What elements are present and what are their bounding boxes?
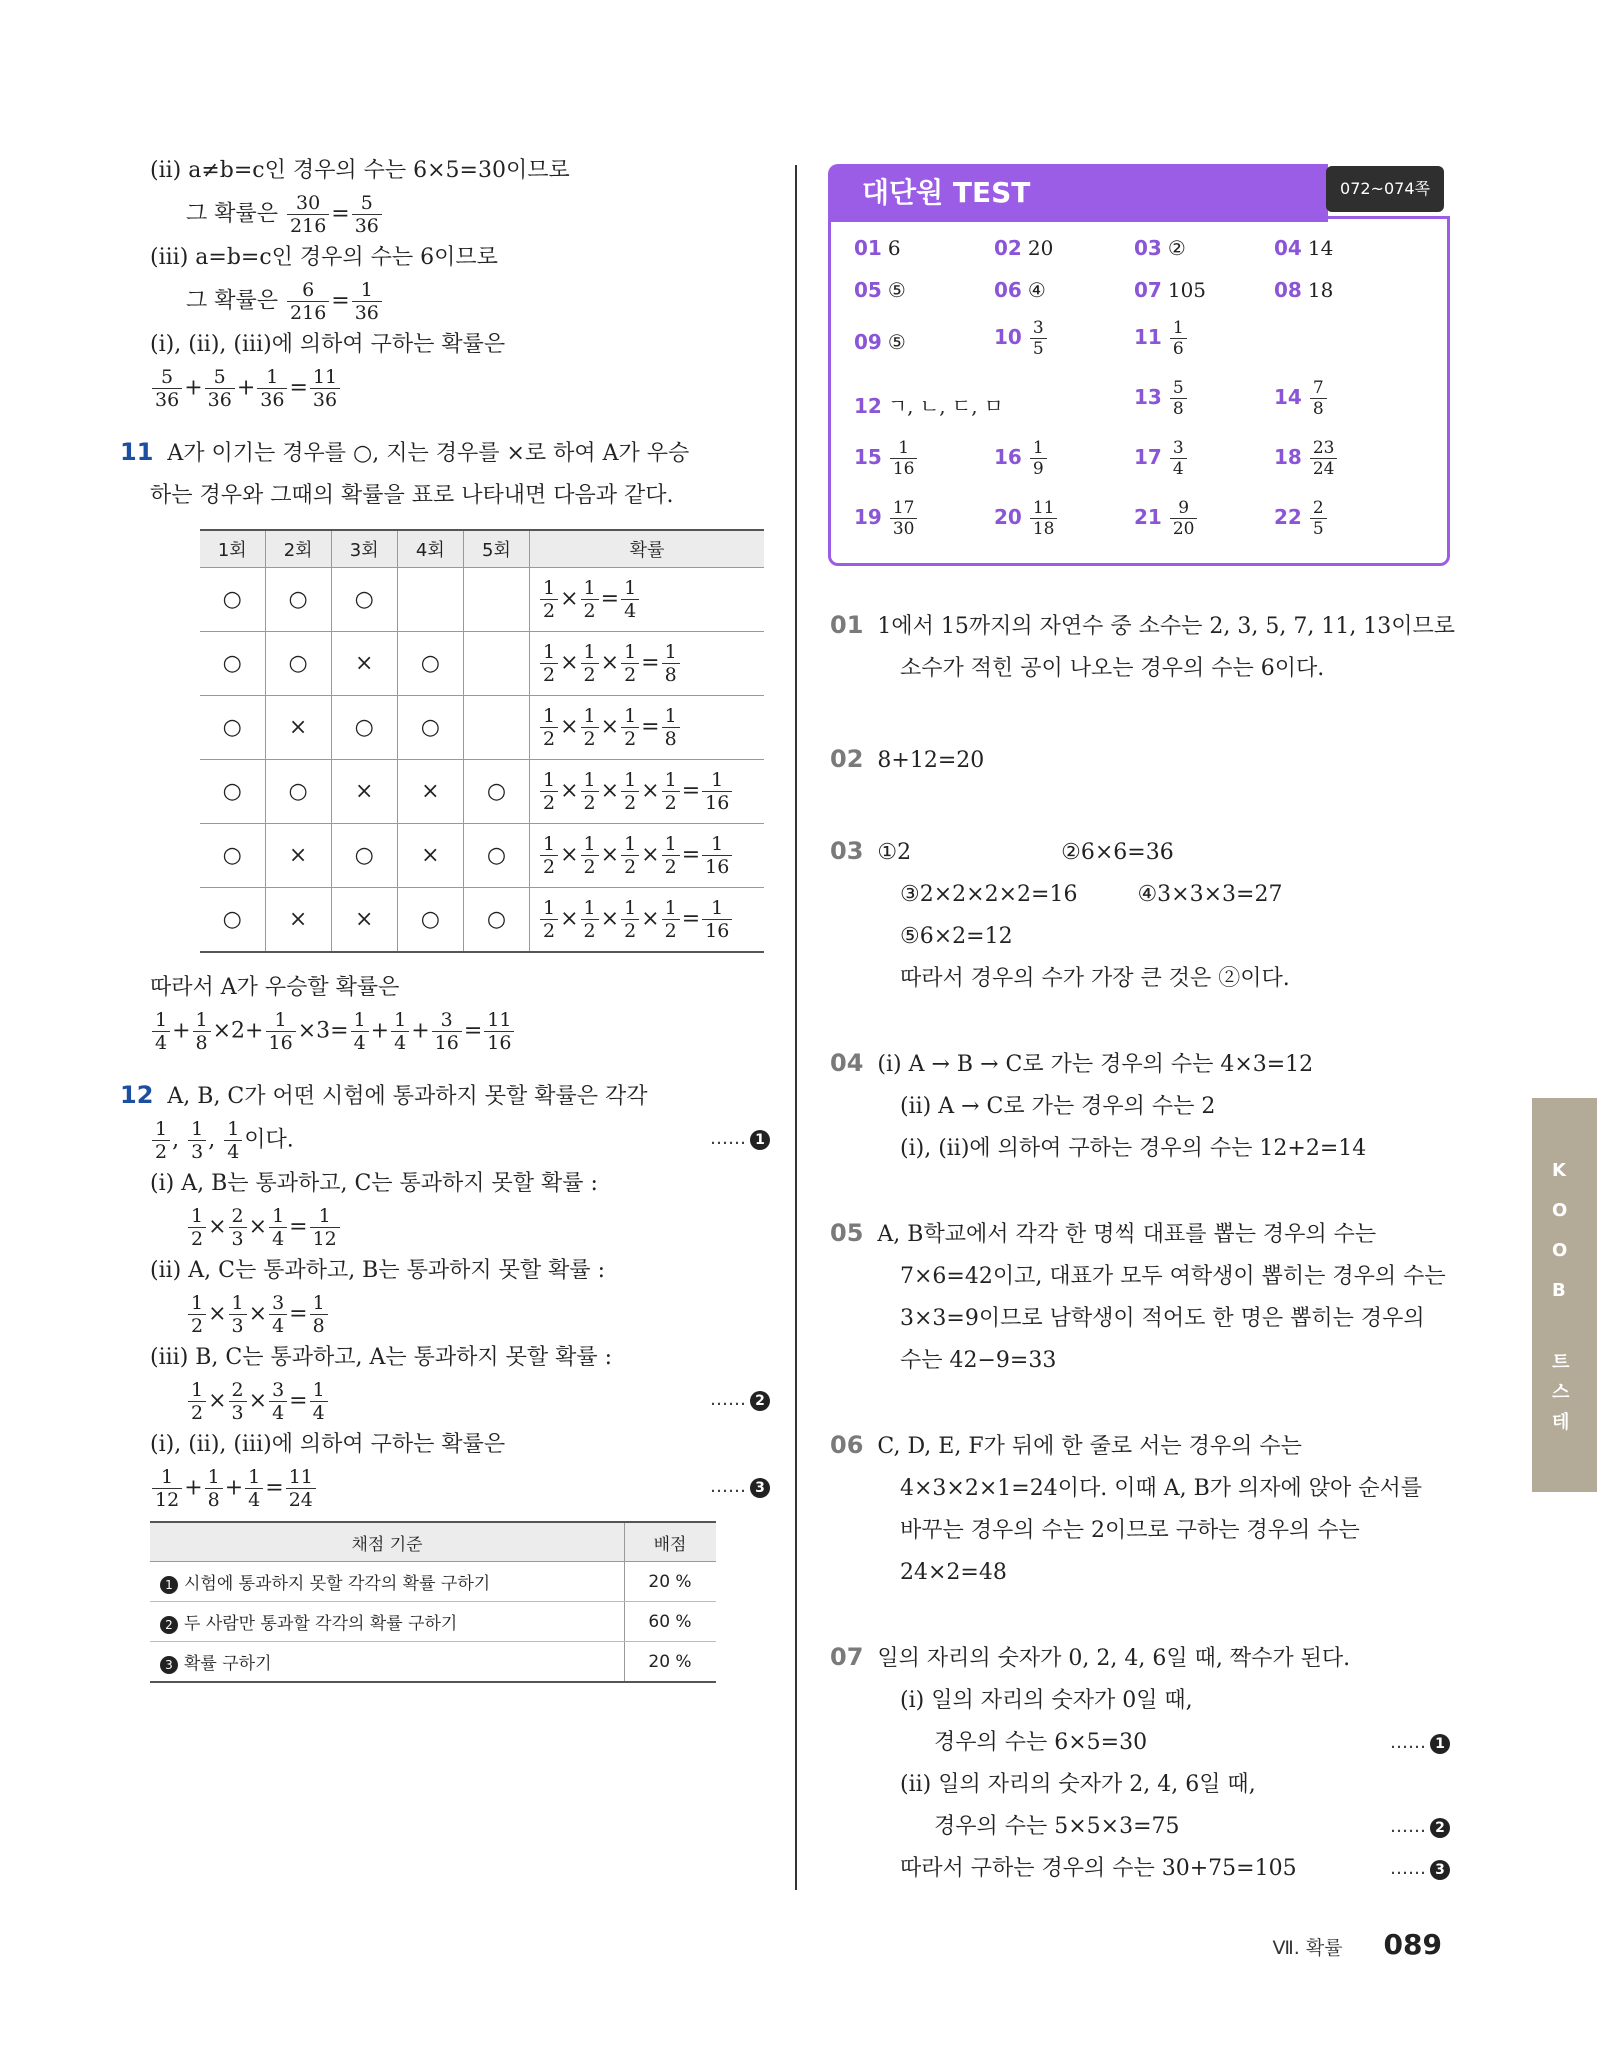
- side-tab: K O O B 트 스 테: [1532, 1098, 1597, 1492]
- table-header-row: 1회 2회 3회 4회 5회 확률: [200, 530, 764, 568]
- fraction: $\frac{30}{216}$: [287, 192, 329, 237]
- answer-08: 08 18: [1274, 278, 1334, 302]
- table-row: 1 시험에 통과하지 못할 각각의 확률 구하기 20 %: [150, 1562, 716, 1602]
- table-row: 3 확률 구하기 20 %: [150, 1642, 716, 1683]
- score-mark-3: …… 3: [710, 1466, 770, 1508]
- answer-11: 11 $\frac{1}{6}$: [1134, 318, 1189, 359]
- answer-13: 13 $\frac{5}{8}$: [1134, 378, 1189, 419]
- q10-line2: 그 확률은 $\frac{30}{216}$ = $\frac{5}{36}$: [150, 192, 770, 237]
- answer-02: 02 20: [994, 236, 1054, 260]
- answer-10: 10 $\frac{3}{5}$: [994, 318, 1049, 359]
- answer-19: 19 $\frac{17}{30}$: [854, 498, 919, 539]
- q12-case4: (i), (ii), (iii)에 의하여 구하는 확률은: [150, 1432, 506, 1457]
- q12-line2: $\frac{1}{2}$ , $\frac{1}{3}$ , $\frac{1}{4}$ 이다. …… 1: [150, 1118, 770, 1163]
- table-row: ○ ○ × ○ $\frac{1}{2}$ × $\frac{1}{2}$ × $\frac{1}{2}$ = $\frac{1}{8}$: [200, 632, 764, 696]
- answer-06: 06 ④: [994, 278, 1046, 302]
- right-column: 01 1에서 15까지의 자연수 중 소수는 2, 3, 5, 7, 11, 13이므로 소수가 적힌 공이 나오는 경우의 수는 6이다. 02 8+12=20 03 ①2 ②6×6=36 ③2×2×2×2=16 ④3×3×3=27 ⑤6×2=12 따라서 경우의 수가 가장 큰 것은 ②이다. 04 (i) A → B → C로 가는 경우의 수는 4×3=12 (ii) A → C로 가는 경우의 수는 2 (i), (ii)에 의하여 구하는 경우의 수는 12+2=14 05 A, B학교에서 각각 한 명씩 대표를 뽑는 경우의 수는 7×6=42이고, 대표가 모두 여학생이 뽑히는 경우의 수는 3×3=9이므로 남학생이 적어도 한 명은 뽑히는 경우의 수는 42−9=33 06 C, D, E, F가 뒤에 한 줄로 서는 경우의 수는 4×3×2×1=24이다. 이때 A, B가 의자에 앉아 순서를 바꾸는 경우의 수는 2이므로 구하는 경우의 수는 24×2=48 07 일의 자리의 숫자가 0, 2, 4, 6일 때, 짝수가 된다. (i) 일의 자리의 숫자가 0일 때, 경우의 수는 6×5=30 …… 1 (ii) 일의 자리의 숫자가 2, 4, 6일 때, 경우의 수는 5×5×3=75 …… 2 따라서 구하는 경우의 수는 30+75=105 …… 3: [830, 604, 1450, 1890]
- q10-line5: (i), (ii), (iii)에 의하여 구하는 확률은: [150, 332, 506, 357]
- answer-05: 05 ⑤: [854, 278, 906, 302]
- table-row: ○ × ○ × ○ $\frac{1}{2}$ × $\frac{1}{2}$ × $\frac{1}{2}$ × $\frac{1}{2}$ = $\frac{1}{16}$: [200, 824, 764, 888]
- score-mark-2: …… 2: [710, 1379, 770, 1421]
- score-mark-1: …… 1: [710, 1118, 770, 1160]
- page-footer: [1272, 1928, 1442, 1961]
- answer-09: 09 ⑤: [854, 330, 906, 354]
- unit-test-box: [828, 164, 1450, 566]
- answer-03: 03 ②: [1134, 236, 1186, 260]
- q11-conclusion: 따라서 A가 우승할 확률은: [150, 975, 400, 1000]
- answer-12: 12 ㄱ, ㄴ, ㄷ, ㅁ: [854, 394, 1004, 418]
- win-table: [200, 529, 764, 953]
- test-title: 대단원 TEST: [828, 164, 1328, 222]
- solution-05: 05 A, B학교에서 각각 한 명씩 대표를 뽑는 경우의 수는: [830, 1219, 1377, 1247]
- table-row: ○ ○ ○ $\frac{1}{2}$ × $\frac{1}{2}$ = $\frac{1}{4}$: [200, 568, 764, 632]
- answer-15: 15 $\frac{1}{16}$: [854, 438, 919, 479]
- table-row: ○ × × ○ ○ $\frac{1}{2}$ × $\frac{1}{2}$ × $\frac{1}{2}$ × $\frac{1}{2}$ = $\frac{1}{16}$: [200, 888, 764, 953]
- solution-03: 03 ①2 ②6×6=36: [830, 837, 1174, 865]
- q11-sum: $\frac{1}{4}$ + $\frac{1}{8}$ ×2+ $\frac{1}{16}$ ×3= $\frac{1}{4}$ + $\frac{1}{4}$ + $\frac{3}{16}$ = $\frac{11}{16}$: [150, 1009, 770, 1054]
- answer-22: 22 $\frac{2}{5}$: [1274, 498, 1329, 539]
- q11-line1: 11 A가 이기는 경우를 ○, 지는 경우를 ×로 하여 A가 우승: [120, 438, 690, 466]
- answer-16: 16 $\frac{1}{9}$: [994, 438, 1049, 479]
- solution-02: 02 8+12=20: [830, 745, 985, 773]
- answer-20: 20 $\frac{11}{18}$: [994, 498, 1059, 539]
- chapter-label: Ⅶ. 확률: [1272, 1937, 1343, 1959]
- column-divider: [795, 165, 797, 1890]
- table-row: 2 두 사람만 통과할 각각의 확률 구하기 60 %: [150, 1602, 716, 1642]
- answer-14: 14 $\frac{7}{8}$: [1274, 378, 1329, 419]
- page-range-tag: 072~074쪽: [1326, 166, 1444, 212]
- solution-07: 07 일의 자리의 숫자가 0, 2, 4, 6일 때, 짝수가 된다.: [830, 1643, 1351, 1671]
- answer-04: 04 14: [1274, 236, 1334, 260]
- page-number: 089: [1383, 1928, 1442, 1961]
- solution-01: 01 1에서 15까지의 자연수 중 소수는 2, 3, 5, 7, 11, 13이므로: [830, 611, 1456, 639]
- answer-01: 01 6: [854, 236, 901, 260]
- answer-07: 07 105: [1134, 278, 1207, 302]
- q10-line3: (iii) a=b=c인 경우의 수는 6이므로: [150, 245, 498, 270]
- fraction: $\frac{5}{36}$: [352, 192, 382, 237]
- answer-18: 18 $\frac{23}{24}$: [1274, 438, 1339, 479]
- q12-case2: (ii) A, C는 통과하고, B는 통과하지 못할 확률 :: [150, 1258, 605, 1283]
- answer-17: 17 $\frac{3}{4}$: [1134, 438, 1189, 479]
- q10-sum: $\frac{5}{36}$ + $\frac{5}{36}$ + $\frac{1}{36}$ = $\frac{11}{36}$: [150, 366, 770, 411]
- q11-line2: 하는 경우와 그때의 확률을 표로 나타내면 다음과 같다.: [150, 483, 674, 508]
- table-row: ○ ○ × × ○ $\frac{1}{2}$ × $\frac{1}{2}$ × $\frac{1}{2}$ × $\frac{1}{2}$ = $\frac{1}{16}$: [200, 760, 764, 824]
- solution-04: 04 (i) A → B → C로 가는 경우의 수는 4×3=12: [830, 1049, 1314, 1077]
- solution-06: 06 C, D, E, F가 뒤에 한 줄로 서는 경우의 수는: [830, 1431, 1302, 1459]
- question-number: 11: [120, 438, 154, 466]
- left-column: (ii) a≠b=c인 경우의 수는 6×5=30이므로 그 확률은 $\frac{30}{216}$ = $\frac{5}{36}$ (iii) a=b=c인 경우의 수는 6이므로 그 확률은 $\frac{6}{216}$ = $\frac{1}{36}$ (i), (ii), (iii)에 의하여 구하는 확률은 $\frac{5}{36}$ + $\frac{5}{36}$ + $\frac{1}{36}$ = $\frac{11}{36}$ 11 A가 이기는 경우를 ○, 지는 경우를 ×로 하여 A가 우승 하는 경우와 그때의 확률을 표로 나타내면 다음과 같다. 1회 2회 3회 4회 5회 확률 ○ ○ ○ $\frac{1}{2}$ × $\frac{1}{2}$ = $\frac{1}{4}$ ○ ○ × ○ $\frac{1}{2}$ × $\frac{1}{2}$ × $\frac{1}{2}$ = $\frac{1}{8}$ ○ × ○ ○ $\frac{1}{2}$ × $\frac{1}{2}$ × $\frac{1}{2}$ = $\frac{1}{8}$ ○ ○ × × ○ $\frac{1}{2}$ × $\frac{1}{2}$ × $\frac{1}{2}$ × $\frac{1}{2}$ = $\frac{1}{16}$ ○ × ○ × ○ $\frac{1}{2}$ × $\frac{1}{2}$ × $\frac{1}{2}$ × $\frac{1}{2}$ = $\frac{1}{16}$ ○ × × ○ ○ $\frac{1}{2}$ × $\frac{1}{2}$ × $\frac{1}{2}$ × $\frac{1}{2}$ = $\frac{1}{16}$ 따라서 A가 우승할 확률은 $\frac{1}{4}$ + $\frac{1}{8}$ ×2+ $\frac{1}{16}$ ×3= $\frac{1}{4}$ + $\frac{1}{4}$ + $\frac{3}{16}$ = $\frac{11}{16}$ 12 A, B, C가 어떤 시험에 통과하지 못할 확률은 각각 $\frac{1}{2}$ , $\frac{1}{3}$ , $\frac{1}{4}$ 이다. …… 1 (i) A, B는 통과하고, C는 통과하지 못할 확률 : $\frac{1}{2}$ × $\frac{2}{3}$ × $\frac{1}{4}$ = $\frac{1}{12}$ (ii) A, C는 통과하고, B는 통과하지 못할 확률 : $\frac{1}{2}$ × $\frac{1}{3}$ × $\frac{3}{4}$ = $\frac{1}{8}$ (iii) B, C는 통과하고, A는 통과하지 못할 확률 : $\frac{1}{2}$ × $\frac{2}{3}$ × $\frac{3}{4}$ = $\frac{1}{4}$ …… 2 (i), (ii), (iii)에 의하여 구하는 확률은 $\frac{1}{12}$ + $\frac{1}{8}$ + $\frac{1}{4}$ = $\frac{11}{24}$ …… 3 채점 기준 배점 1 시험에 통과하지 못할 각각의 확률 구하기 20 % 2 두 사람만 통과할 각각의 확률 구하기 60 % 3 확률 구하기 20 %: [150, 150, 770, 1683]
- q12-case3: (iii) B, C는 통과하고, A는 통과하지 못할 확률 :: [150, 1345, 613, 1370]
- q12-case1: (i) A, B는 통과하고, C는 통과하지 못할 확률 :: [150, 1171, 598, 1196]
- q10-line1: (ii) a≠b=c인 경우의 수는 6×5=30이므로: [150, 158, 570, 183]
- q10-line4: 그 확률은 $\frac{6}{216}$ = $\frac{1}{36}$: [150, 279, 770, 324]
- answer-21: 21 $\frac{9}{20}$: [1134, 498, 1199, 539]
- table-row: ○ × ○ ○ $\frac{1}{2}$ × $\frac{1}{2}$ × $\frac{1}{2}$ = $\frac{1}{8}$: [200, 696, 764, 760]
- q12-line1: 12 A, B, C가 어떤 시험에 통과하지 못할 확률은 각각: [120, 1081, 648, 1109]
- scoring-table: 채점 기준 배점 1 시험에 통과하지 못할 각각의 확률 구하기 20 % 2 두 사람만 통과할 각각의 확률 구하기 60 % 3 확률 구하기 20 %: [150, 1521, 716, 1683]
